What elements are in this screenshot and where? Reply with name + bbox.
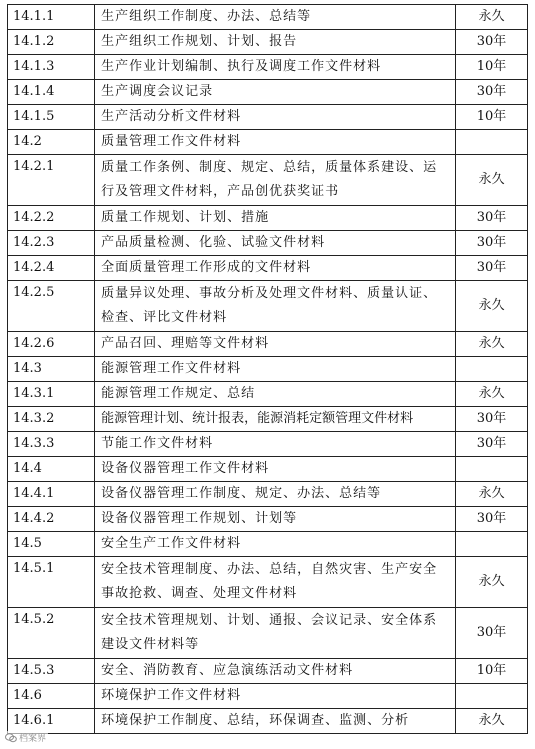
- watermark-text: 档案界: [19, 734, 47, 744]
- item-title: 质量工作条例、制度、规定、总结，质量体系建设、运行及管理文件材料，产品创优获奖证书: [95, 155, 456, 206]
- item-code: 14.3.3: [8, 432, 95, 457]
- retention-term: 30年: [456, 256, 528, 281]
- item-title: 环境保护工作制度、总结，环保调查、监测、分析: [95, 709, 456, 734]
- table-row: [8, 482, 528, 507]
- section-code: 14.4: [8, 457, 95, 482]
- retention-term: 永久: [456, 281, 528, 332]
- section-title: 安全生产工作文件材料: [95, 532, 456, 557]
- item-title: 生产活动分析文件材料: [95, 105, 456, 130]
- item-title: 生产组织工作制度、办法、总结等: [95, 5, 456, 30]
- section-title: 能源管理工作文件材料: [95, 357, 456, 382]
- table-row: [8, 105, 528, 130]
- item-code: 14.1.5: [8, 105, 95, 130]
- section-title: 环境保护工作文件材料: [95, 684, 456, 709]
- item-title: 产品召回、理赔等文件材料: [95, 332, 456, 357]
- item-title: 安全技术管理制度、办法、总结，自然灾害、生产安全事故抢救、调查、处理文件材料: [95, 557, 456, 608]
- retention-term: 30年: [456, 432, 528, 457]
- item-code: 14.5.1: [8, 557, 95, 608]
- item-code: 14.2.2: [8, 206, 95, 231]
- table-row: [8, 155, 528, 206]
- item-code: 14.5.3: [8, 659, 95, 684]
- retention-term: [456, 532, 528, 557]
- item-code: 14.2.6: [8, 332, 95, 357]
- item-code: 14.2.5: [8, 281, 95, 332]
- retention-term: 永久: [456, 709, 528, 734]
- table-row: [8, 5, 528, 30]
- retention-schedule-table: [7, 4, 528, 734]
- retention-term: [456, 357, 528, 382]
- item-title: 设备仪器管理工作规划、计划等: [95, 507, 456, 532]
- item-title: 节能工作文件材料: [95, 432, 456, 457]
- section-row: [8, 532, 528, 557]
- item-code: 14.1.2: [8, 30, 95, 55]
- item-code: 14.3.2: [8, 407, 95, 432]
- table-row: [8, 432, 528, 457]
- section-row: [8, 457, 528, 482]
- section-code: 14.6: [8, 684, 95, 709]
- item-code: 14.5.2: [8, 608, 95, 659]
- item-code: 14.6.1: [8, 709, 95, 734]
- item-code: 14.3.1: [8, 382, 95, 407]
- section-title: 设备仪器管理工作文件材料: [95, 457, 456, 482]
- item-code: 14.2.3: [8, 231, 95, 256]
- item-code: 14.4.2: [8, 507, 95, 532]
- item-title: 质量工作规划、计划、措施: [95, 206, 456, 231]
- retention-term: 永久: [456, 5, 528, 30]
- table-row: [8, 30, 528, 55]
- table-row: [8, 507, 528, 532]
- section-code: 14.3: [8, 357, 95, 382]
- retention-term: 10年: [456, 105, 528, 130]
- item-code: 14.2.4: [8, 256, 95, 281]
- item-title: 生产组织工作规划、计划、报告: [95, 30, 456, 55]
- retention-term: 30年: [456, 231, 528, 256]
- retention-term: 永久: [456, 155, 528, 206]
- section-row: [8, 684, 528, 709]
- item-code: 14.1.4: [8, 80, 95, 105]
- item-title: 安全技术管理规划、计划、通报、会议记录、安全体系建设文件材料等: [95, 608, 456, 659]
- section-row: [8, 357, 528, 382]
- retention-term: [456, 457, 528, 482]
- table-row: [8, 80, 528, 105]
- retention-term: 30年: [456, 407, 528, 432]
- item-code: 14.4.1: [8, 482, 95, 507]
- item-title: 能源管理工作规定、总结: [95, 382, 456, 407]
- table-row: [8, 332, 528, 357]
- retention-term: 10年: [456, 659, 528, 684]
- table-row: [8, 407, 528, 432]
- item-code: 14.1.1: [8, 5, 95, 30]
- table-row: [8, 256, 528, 281]
- retention-term: 永久: [456, 557, 528, 608]
- watermark: [3, 731, 48, 744]
- item-code: 14.2.1: [8, 155, 95, 206]
- table-row: [8, 608, 528, 659]
- table-row: [8, 55, 528, 80]
- item-title: 质量异议处理、事故分析及处理文件材料、质量认证、检查、评比文件材料: [95, 281, 456, 332]
- retention-term: 永久: [456, 482, 528, 507]
- table-row: [8, 281, 528, 332]
- table-row: [8, 206, 528, 231]
- section-code: 14.2: [8, 130, 95, 155]
- retention-term: 30年: [456, 80, 528, 105]
- item-code: 14.1.3: [8, 55, 95, 80]
- retention-term: 10年: [456, 55, 528, 80]
- retention-term: 30年: [456, 608, 528, 659]
- table-row: [8, 231, 528, 256]
- section-title: 质量管理工作文件材料: [95, 130, 456, 155]
- retention-term: 永久: [456, 382, 528, 407]
- table-row: [8, 557, 528, 608]
- item-title: 生产调度会议记录: [95, 80, 456, 105]
- section-row: [8, 130, 528, 155]
- item-title: 生产作业计划编制、执行及调度工作文件材料: [95, 55, 456, 80]
- table-row: [8, 659, 528, 684]
- table-row: [8, 709, 528, 734]
- wechat-icon: [5, 733, 17, 743]
- item-title: 设备仪器管理工作制度、规定、办法、总结等: [95, 482, 456, 507]
- table-row: [8, 382, 528, 407]
- retention-term: 永久: [456, 332, 528, 357]
- item-title: 全面质量管理工作形成的文件材料: [95, 256, 456, 281]
- retention-term: [456, 130, 528, 155]
- section-code: 14.5: [8, 532, 95, 557]
- retention-term: [456, 684, 528, 709]
- item-title: 安全、消防教育、应急演练活动文件材料: [95, 659, 456, 684]
- retention-term: 30年: [456, 507, 528, 532]
- retention-term: 30年: [456, 30, 528, 55]
- item-title: 能源管理计划、统计报表，能源消耗定额管理文件材料: [95, 407, 456, 432]
- item-title: 产品质量检测、化验、试验文件材料: [95, 231, 456, 256]
- retention-term: 30年: [456, 206, 528, 231]
